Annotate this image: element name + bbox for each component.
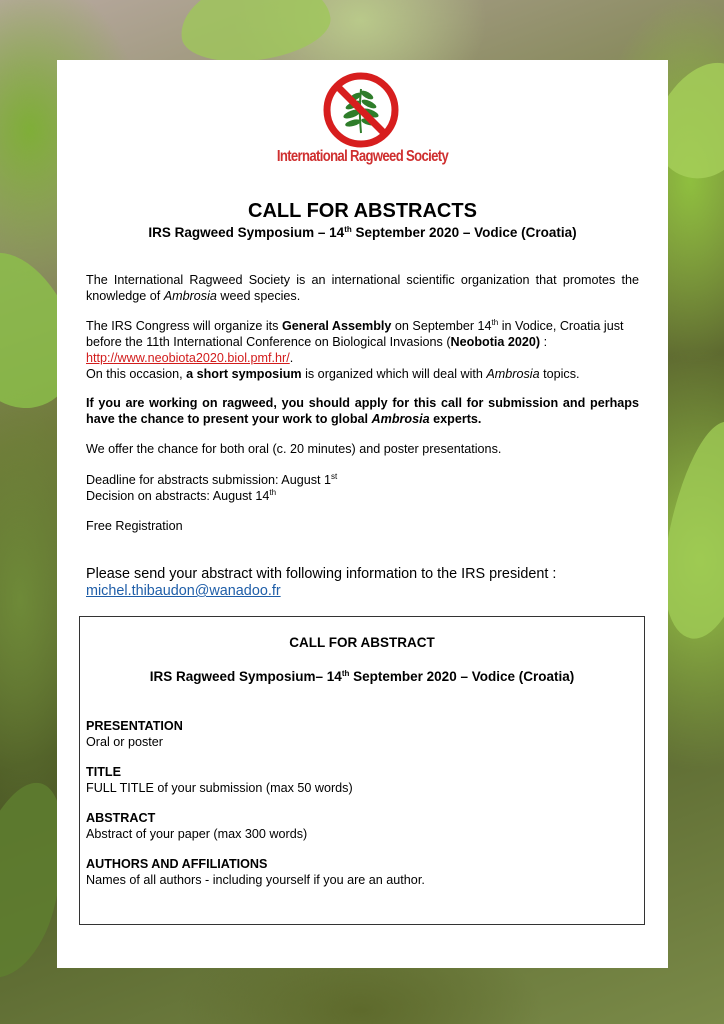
form-title: CALL FOR ABSTRACT (289, 635, 435, 650)
no-ragweed-icon (322, 71, 400, 149)
dates-block: Deadline for abstracts submission: August 1st Decision on abstracts: August 14th (86, 472, 338, 503)
section-heading: PRESENTATION (86, 719, 183, 733)
page-title: CALL FOR ABSTRACTS (248, 200, 477, 222)
form-section-presentation (86, 718, 183, 750)
form-section-authors (86, 856, 425, 888)
send-instructions: Please send your abstract with following information to the IRS president : michel.thibaudon@wanadoo.fr (86, 566, 557, 599)
abstract-form-template (79, 616, 645, 925)
flyer-page (57, 60, 668, 968)
section-text: Names of all authors - including yourself if you are an author. (86, 873, 425, 887)
president-email-link[interactable]: michel.thibaudon@wanadoo.fr (86, 583, 281, 599)
section-text: Oral or poster (86, 735, 163, 749)
apply-paragraph: If you are working on ragweed, you should apply for this call for submission and perhaps have the chance to present your work to global Ambrosia experts. (86, 396, 639, 426)
presentation-types: We offer the chance for both oral (c. 20 minutes) and poster presentations. (86, 442, 502, 456)
section-heading: TITLE (86, 765, 121, 779)
section-heading: ABSTRACT (86, 811, 156, 825)
form-section-abstract (86, 810, 307, 842)
form-subtitle: IRS Ragweed Symposium– 14th September 2020 – Vodice (Croatia) (149, 669, 575, 684)
conference-link[interactable]: http://www.neobiota2020.biol.pmf.hr/ (86, 351, 290, 365)
form-section-title (86, 764, 353, 796)
congress-paragraph: The IRS Congress will organize its General Assembly on September 14th in Vodice, Croatia just before the 11th International Conference on Biological Invasions (Neobotia 2020) : http://www.neobiota2020.biol.pmf.hr/. On this occasion, a short symposium is organized which will deal with Ambrosia topics. (86, 318, 624, 381)
registration-note: Free Registration (86, 519, 183, 533)
section-text: FULL TITLE of your submission (max 50 words) (86, 781, 353, 795)
section-heading: AUTHORS AND AFFILIATIONS (86, 857, 268, 871)
intro-paragraph: The International Ragweed Society is an international scientific organization that promotes the knowledge of Ambrosia weed species. (86, 273, 639, 303)
organization-name: International Ragweed Society (276, 148, 449, 165)
section-text: Abstract of your paper (max 300 words) (86, 827, 308, 841)
page-subtitle: IRS Ragweed Symposium – 14th September 2020 – Vodice (Croatia) (148, 225, 577, 240)
